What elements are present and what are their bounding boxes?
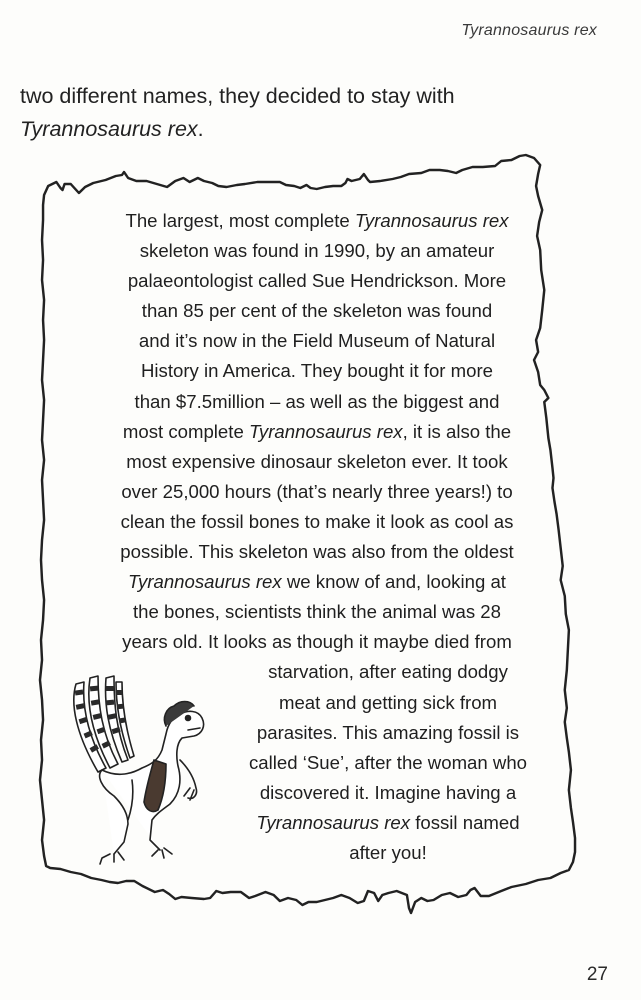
fact-line: than 85 per cent of the skeleton was found bbox=[141, 300, 493, 322]
intro-line-1: two different names, they decided to stay with bbox=[20, 84, 455, 108]
species-name: Tyrannosaurus rex bbox=[20, 117, 198, 141]
fact-line: called ‘Sue’, after the woman who bbox=[248, 751, 528, 773]
fact-line: discovered it. Imagine having a bbox=[259, 781, 517, 803]
fact-line: Tyrannosaurus rex fossil named bbox=[256, 811, 520, 833]
fact-line: palaeontologist called Sue Hendrickson. More bbox=[127, 270, 507, 292]
fact-line: parasites. This amazing fossil is bbox=[256, 721, 520, 743]
dinosaur-illustration bbox=[62, 664, 222, 874]
page-number: 27 bbox=[586, 964, 608, 985]
fact-line: starvation, after eating dodgy bbox=[268, 661, 508, 683]
intro-paragraph bbox=[20, 80, 600, 146]
fact-line: over 25,000 hours (that’s nearly three years!) to bbox=[121, 480, 513, 502]
fact-line: Tyrannosaurus rex we know of and, looking at bbox=[128, 571, 506, 593]
fact-line: than $7.5million – as well as the biggest and bbox=[134, 390, 500, 412]
fact-line: possible. This skeleton was also from the oldest bbox=[120, 541, 514, 563]
fact-line: and it’s now in the Field Museum of Natural bbox=[138, 330, 496, 352]
fact-line: The largest, most complete Tyrannosaurus rex bbox=[125, 210, 509, 231]
fact-line: meat and getting sick from bbox=[278, 691, 498, 713]
fact-line: years old. It looks as though it maybe died from bbox=[122, 631, 512, 653]
fact-line: the bones, scientists think the animal was 28 bbox=[133, 601, 501, 623]
fact-line: skeleton was found in 1990, by an amateur bbox=[139, 240, 495, 262]
fact-line: after you! bbox=[349, 841, 427, 863]
fact-line: most expensive dinosaur skeleton ever. It took bbox=[126, 450, 508, 472]
fact-line: History in America. They bought it for more bbox=[140, 360, 494, 382]
intro-line-2-rest: . bbox=[197, 117, 204, 141]
fact-line: most complete Tyrannosaurus rex, it is also the bbox=[122, 420, 512, 442]
running-head: Tyrannosaurus rex bbox=[461, 22, 597, 39]
fact-line: clean the fossil bones to make it look as cool as bbox=[120, 510, 514, 532]
intro-line-2 bbox=[20, 113, 600, 146]
